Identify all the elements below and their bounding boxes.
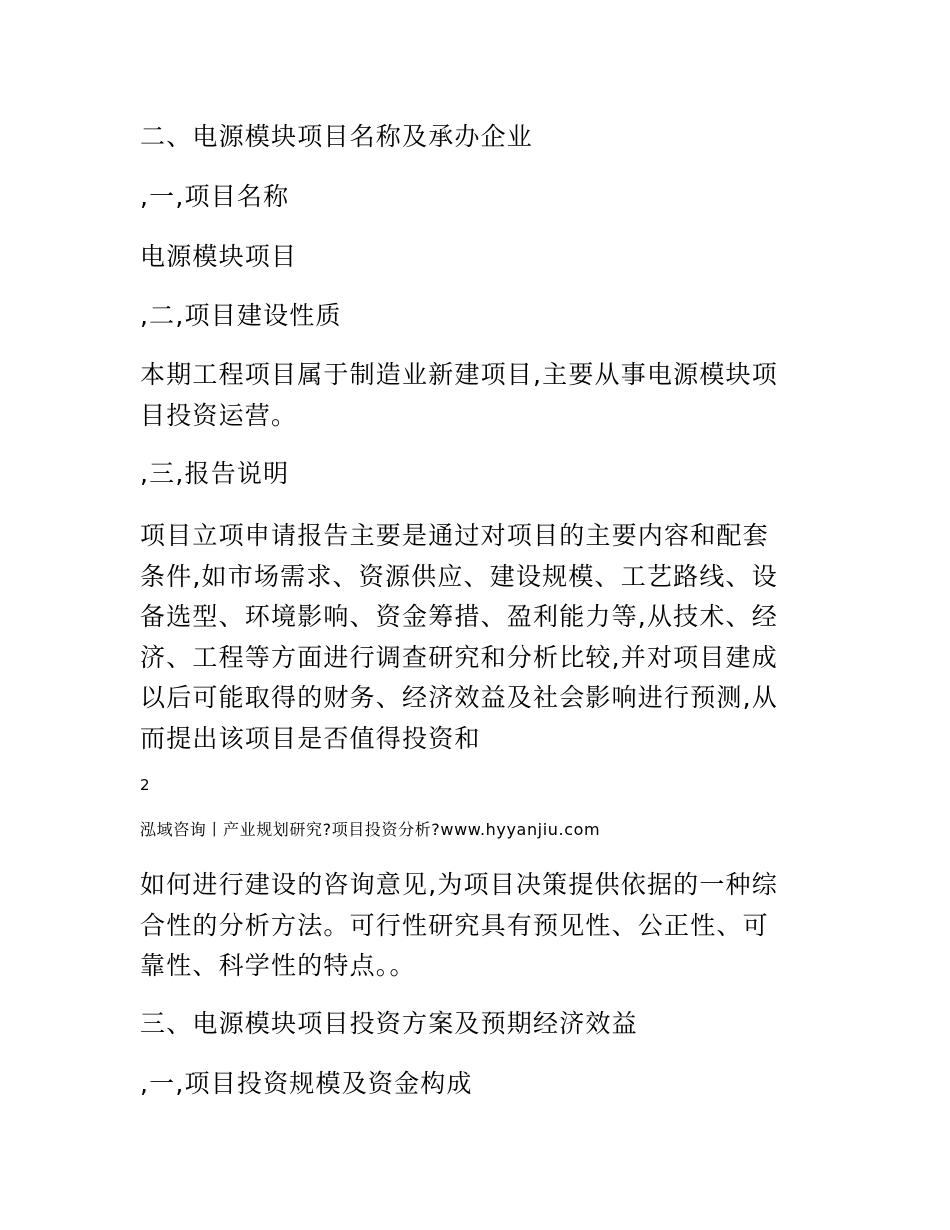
construction-nature-paragraph [140,355,805,436]
section-heading-3: 三、电源模块项目投资方案及预期经济效益 [140,1009,638,1038]
paragraph-line: 济、工程等方面进行调查研究和分析比较,并对项目建成 [140,642,778,672]
subheading-project-name: ,一,项目名称 [140,182,290,211]
continued-paragraph [140,865,805,987]
paragraph-line: 本期工程项目属于制造业新建项目,主要从事电源模块项 [140,360,778,389]
subheading-report-description: ,三,报告说明 [140,459,290,488]
paragraph-line: 如何进行建设的咨询意见,为项目决策提供依据的一种综 [140,870,778,899]
page-number: 2 [140,776,150,794]
paragraph-line: 目投资运营。 [140,400,298,430]
section-heading-2: 二、电源模块项目名称及承办企业 [140,122,534,151]
paragraph-line: 而提出该项目是否值得投资和 [140,723,481,753]
report-description-paragraph [140,516,805,759]
subheading-investment-scale: ,一,项目投资规模及资金构成 [140,1069,473,1098]
paragraph-line: 条件,如市场需求、资源供应、建设规模、工艺路线、设 [140,561,778,591]
paragraph-line: 以后可能取得的财务、经济效益及社会影响进行预测,从 [140,683,778,712]
project-name-text: 电源模块项目 [140,242,298,271]
paragraph-line: 项目立项申请报告主要是通过对项目的主要内容和配套 [140,521,769,550]
paragraph-line: 合性的分析方法。可行性研究具有预见性、公正性、可 [140,910,769,940]
subheading-construction-nature: ,二,项目建设性质 [140,301,342,330]
paragraph-line: 靠性、科学性的特点。。 [140,951,416,980]
footer-source-text: 泓域咨询丨产业规划研究?项目投资分析?www.hyyanjiu.com [140,820,601,839]
paragraph-line: 备选型、环境影响、资金筹措、盈利能力等,从技术、经 [140,602,778,631]
